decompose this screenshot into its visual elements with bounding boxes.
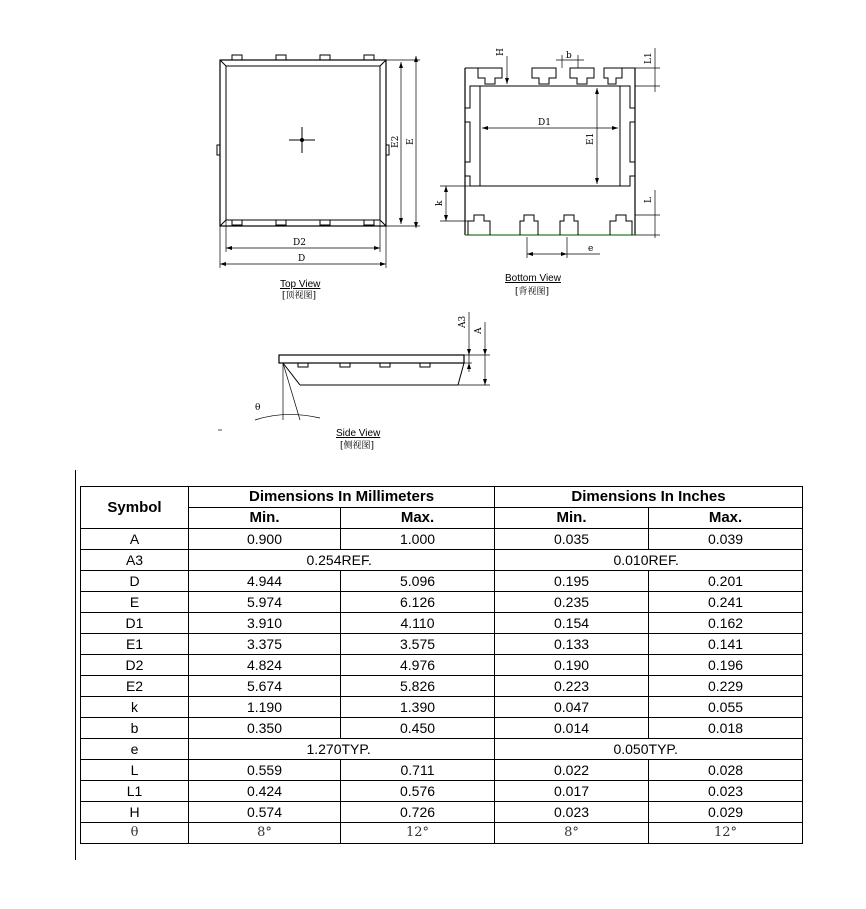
symbol-cell: E2 bbox=[81, 676, 189, 697]
mm-max-header: Max. bbox=[341, 508, 495, 529]
inch-max-header: Max. bbox=[649, 508, 803, 529]
bottom-view bbox=[440, 48, 660, 258]
bottom-view-title-cn: [背视图] bbox=[515, 287, 550, 297]
in-max-cell: 0.141 bbox=[649, 634, 803, 655]
in-min-cell: 0.235 bbox=[495, 592, 649, 613]
mm-max-cell: 5.096 bbox=[341, 571, 495, 592]
in-max-cell: 0.039 bbox=[649, 529, 803, 550]
symbol-cell: A bbox=[81, 529, 189, 550]
mm-max-cell: 0.576 bbox=[341, 781, 495, 802]
in-max-cell: 0.196 bbox=[649, 655, 803, 676]
in-span-value: 0.010 bbox=[613, 552, 649, 568]
mm-span-suffix: TYP. bbox=[341, 741, 371, 757]
in-min-cell: 0.022 bbox=[495, 760, 649, 781]
in-max-cell: 0.029 bbox=[649, 802, 803, 823]
dim-label-d2: D2 bbox=[293, 238, 306, 248]
in-span-suffix: REF. bbox=[648, 552, 679, 568]
mm-max-cell: 4.976 bbox=[341, 655, 495, 676]
top-view-title: Top View bbox=[280, 279, 321, 290]
top-view-inner-outline bbox=[226, 66, 380, 220]
in-max-cell: 0.023 bbox=[649, 781, 803, 802]
symbol-cell: D2 bbox=[81, 655, 189, 676]
mm-min-cell: 5.674 bbox=[189, 676, 341, 697]
table-row bbox=[81, 613, 803, 634]
in-span-suffix: TYP. bbox=[648, 741, 678, 757]
symbol-cell: L1 bbox=[81, 781, 189, 802]
dim-label-e-pitch: e bbox=[588, 244, 594, 254]
dim-label-d: D bbox=[298, 254, 306, 264]
table-row bbox=[81, 592, 803, 613]
mm-min-header: Min. bbox=[189, 508, 341, 529]
mm-span-value: 0.254 bbox=[306, 552, 342, 568]
top-view-leads-top bbox=[232, 55, 374, 60]
inch-min-header: Min. bbox=[495, 508, 649, 529]
in-min-cell: 0.154 bbox=[495, 613, 649, 634]
in-min-cell: 0.190 bbox=[495, 655, 649, 676]
in-span-cell bbox=[495, 550, 803, 571]
dim-label-l: L bbox=[644, 197, 654, 203]
mm-min-cell: 4.944 bbox=[189, 571, 341, 592]
in-min-cell: 0.014 bbox=[495, 718, 649, 739]
dim-label-b: b bbox=[566, 51, 572, 61]
side-view-title: Side View bbox=[336, 428, 381, 439]
in-min-cell: 0.017 bbox=[495, 781, 649, 802]
bottom-view-title: Bottom View bbox=[505, 273, 561, 284]
top-view bbox=[217, 55, 420, 268]
mm-min-cell: 1.190 bbox=[189, 697, 341, 718]
mm-min-cell: 3.375 bbox=[189, 634, 341, 655]
in-max-cell: 0.018 bbox=[649, 718, 803, 739]
mm-max-cell: 0.450 bbox=[341, 718, 495, 739]
symbol-cell: A3 bbox=[81, 550, 189, 571]
mm-max-cell: 5.826 bbox=[341, 676, 495, 697]
dim-label-h: H bbox=[496, 48, 506, 56]
table-row bbox=[81, 550, 803, 571]
top-view-body bbox=[220, 60, 386, 226]
in-min-cell: 0.023 bbox=[495, 802, 649, 823]
table-row bbox=[81, 802, 803, 823]
symbol-cell: D1 bbox=[81, 613, 189, 634]
mm-min-cell: 0.559 bbox=[189, 760, 341, 781]
table-row bbox=[81, 676, 803, 697]
mm-max-cell: 6.126 bbox=[341, 592, 495, 613]
symbol-header: Symbol bbox=[81, 487, 189, 529]
dim-label-d1: D1 bbox=[538, 118, 551, 128]
table-row bbox=[81, 823, 803, 844]
symbol-cell: H bbox=[81, 802, 189, 823]
table-row bbox=[81, 655, 803, 676]
side-view-body bbox=[279, 355, 464, 363]
mm-max-cell: 0.726 bbox=[341, 802, 495, 823]
table-row bbox=[81, 571, 803, 592]
dim-label-a3: A3 bbox=[458, 315, 468, 328]
in-max-cell: 0.162 bbox=[649, 613, 803, 634]
dim-label-e: E bbox=[406, 138, 416, 145]
page-margin-rule bbox=[75, 470, 76, 860]
mm-max-cell: 12° bbox=[341, 823, 495, 844]
top-view-leads-bottom bbox=[232, 220, 374, 225]
in-max-cell: 0.028 bbox=[649, 760, 803, 781]
table-row bbox=[81, 697, 803, 718]
in-max-cell: 0.201 bbox=[649, 571, 803, 592]
mm-span-cell bbox=[189, 739, 495, 760]
symbol-cell: k bbox=[81, 697, 189, 718]
mm-max-cell: 1.000 bbox=[341, 529, 495, 550]
mm-span-value: 1.270 bbox=[306, 741, 342, 757]
mm-min-cell: 0.900 bbox=[189, 529, 341, 550]
dim-label-k: k bbox=[435, 200, 445, 206]
mm-span-suffix: REF. bbox=[341, 552, 372, 568]
table-row bbox=[81, 718, 803, 739]
dim-label-e2: E2 bbox=[391, 135, 401, 148]
bottom-view-bottom-pads bbox=[468, 215, 632, 235]
mm-max-cell: 3.575 bbox=[341, 634, 495, 655]
table-row bbox=[81, 760, 803, 781]
in-span-value: 0.050 bbox=[613, 741, 649, 757]
bottom-view-top-pads bbox=[478, 68, 622, 86]
center-crosshair bbox=[289, 127, 315, 153]
mm-max-cell: 0.711 bbox=[341, 760, 495, 781]
table-row bbox=[81, 781, 803, 802]
in-min-cell: 0.047 bbox=[495, 697, 649, 718]
table-row bbox=[81, 529, 803, 550]
dim-label-a: A bbox=[474, 327, 484, 334]
inch-header: Dimensions In Inches bbox=[495, 487, 803, 508]
in-max-cell: 0.241 bbox=[649, 592, 803, 613]
bottom-view-exposed-pad bbox=[465, 86, 635, 186]
side-view-title-cn: [侧视图] bbox=[340, 441, 375, 451]
in-span-cell bbox=[495, 739, 803, 760]
dim-label-e1: E1 bbox=[586, 132, 596, 145]
symbol-cell: b bbox=[81, 718, 189, 739]
mm-span-cell bbox=[189, 550, 495, 571]
symbol-cell: L bbox=[81, 760, 189, 781]
mm-header: Dimensions In Millimeters bbox=[189, 487, 495, 508]
mm-min-cell: 8° bbox=[189, 823, 341, 844]
in-min-cell: 0.223 bbox=[495, 676, 649, 697]
dim-label-theta: θ bbox=[255, 403, 261, 413]
in-max-cell: 0.229 bbox=[649, 676, 803, 697]
mm-min-cell: 5.974 bbox=[189, 592, 341, 613]
in-min-cell: 0.133 bbox=[495, 634, 649, 655]
table-row bbox=[81, 739, 803, 760]
mm-max-cell: 4.110 bbox=[341, 613, 495, 634]
in-min-cell: 0.195 bbox=[495, 571, 649, 592]
in-max-cell: 12° bbox=[649, 823, 803, 844]
top-view-title-cn: [顶视图] bbox=[282, 291, 317, 301]
mm-min-cell: 0.350 bbox=[189, 718, 341, 739]
mm-min-cell: 0.424 bbox=[189, 781, 341, 802]
symbol-cell: D bbox=[81, 571, 189, 592]
side-view-leads bbox=[298, 363, 430, 367]
dimensions-table bbox=[80, 486, 803, 844]
symbol-cell: E bbox=[81, 592, 189, 613]
mm-min-cell: 0.574 bbox=[189, 802, 341, 823]
symbol-cell: e bbox=[81, 739, 189, 760]
table-row bbox=[81, 634, 803, 655]
in-max-cell: 0.055 bbox=[649, 697, 803, 718]
symbol-cell: θ bbox=[81, 823, 189, 844]
mm-max-cell: 1.390 bbox=[341, 697, 495, 718]
in-min-cell: 8° bbox=[495, 823, 649, 844]
in-min-cell: 0.035 bbox=[495, 529, 649, 550]
mm-min-cell: 3.910 bbox=[189, 613, 341, 634]
symbol-cell: E1 bbox=[81, 634, 189, 655]
mm-min-cell: 4.824 bbox=[189, 655, 341, 676]
dim-label-l1: L1 bbox=[644, 52, 654, 64]
